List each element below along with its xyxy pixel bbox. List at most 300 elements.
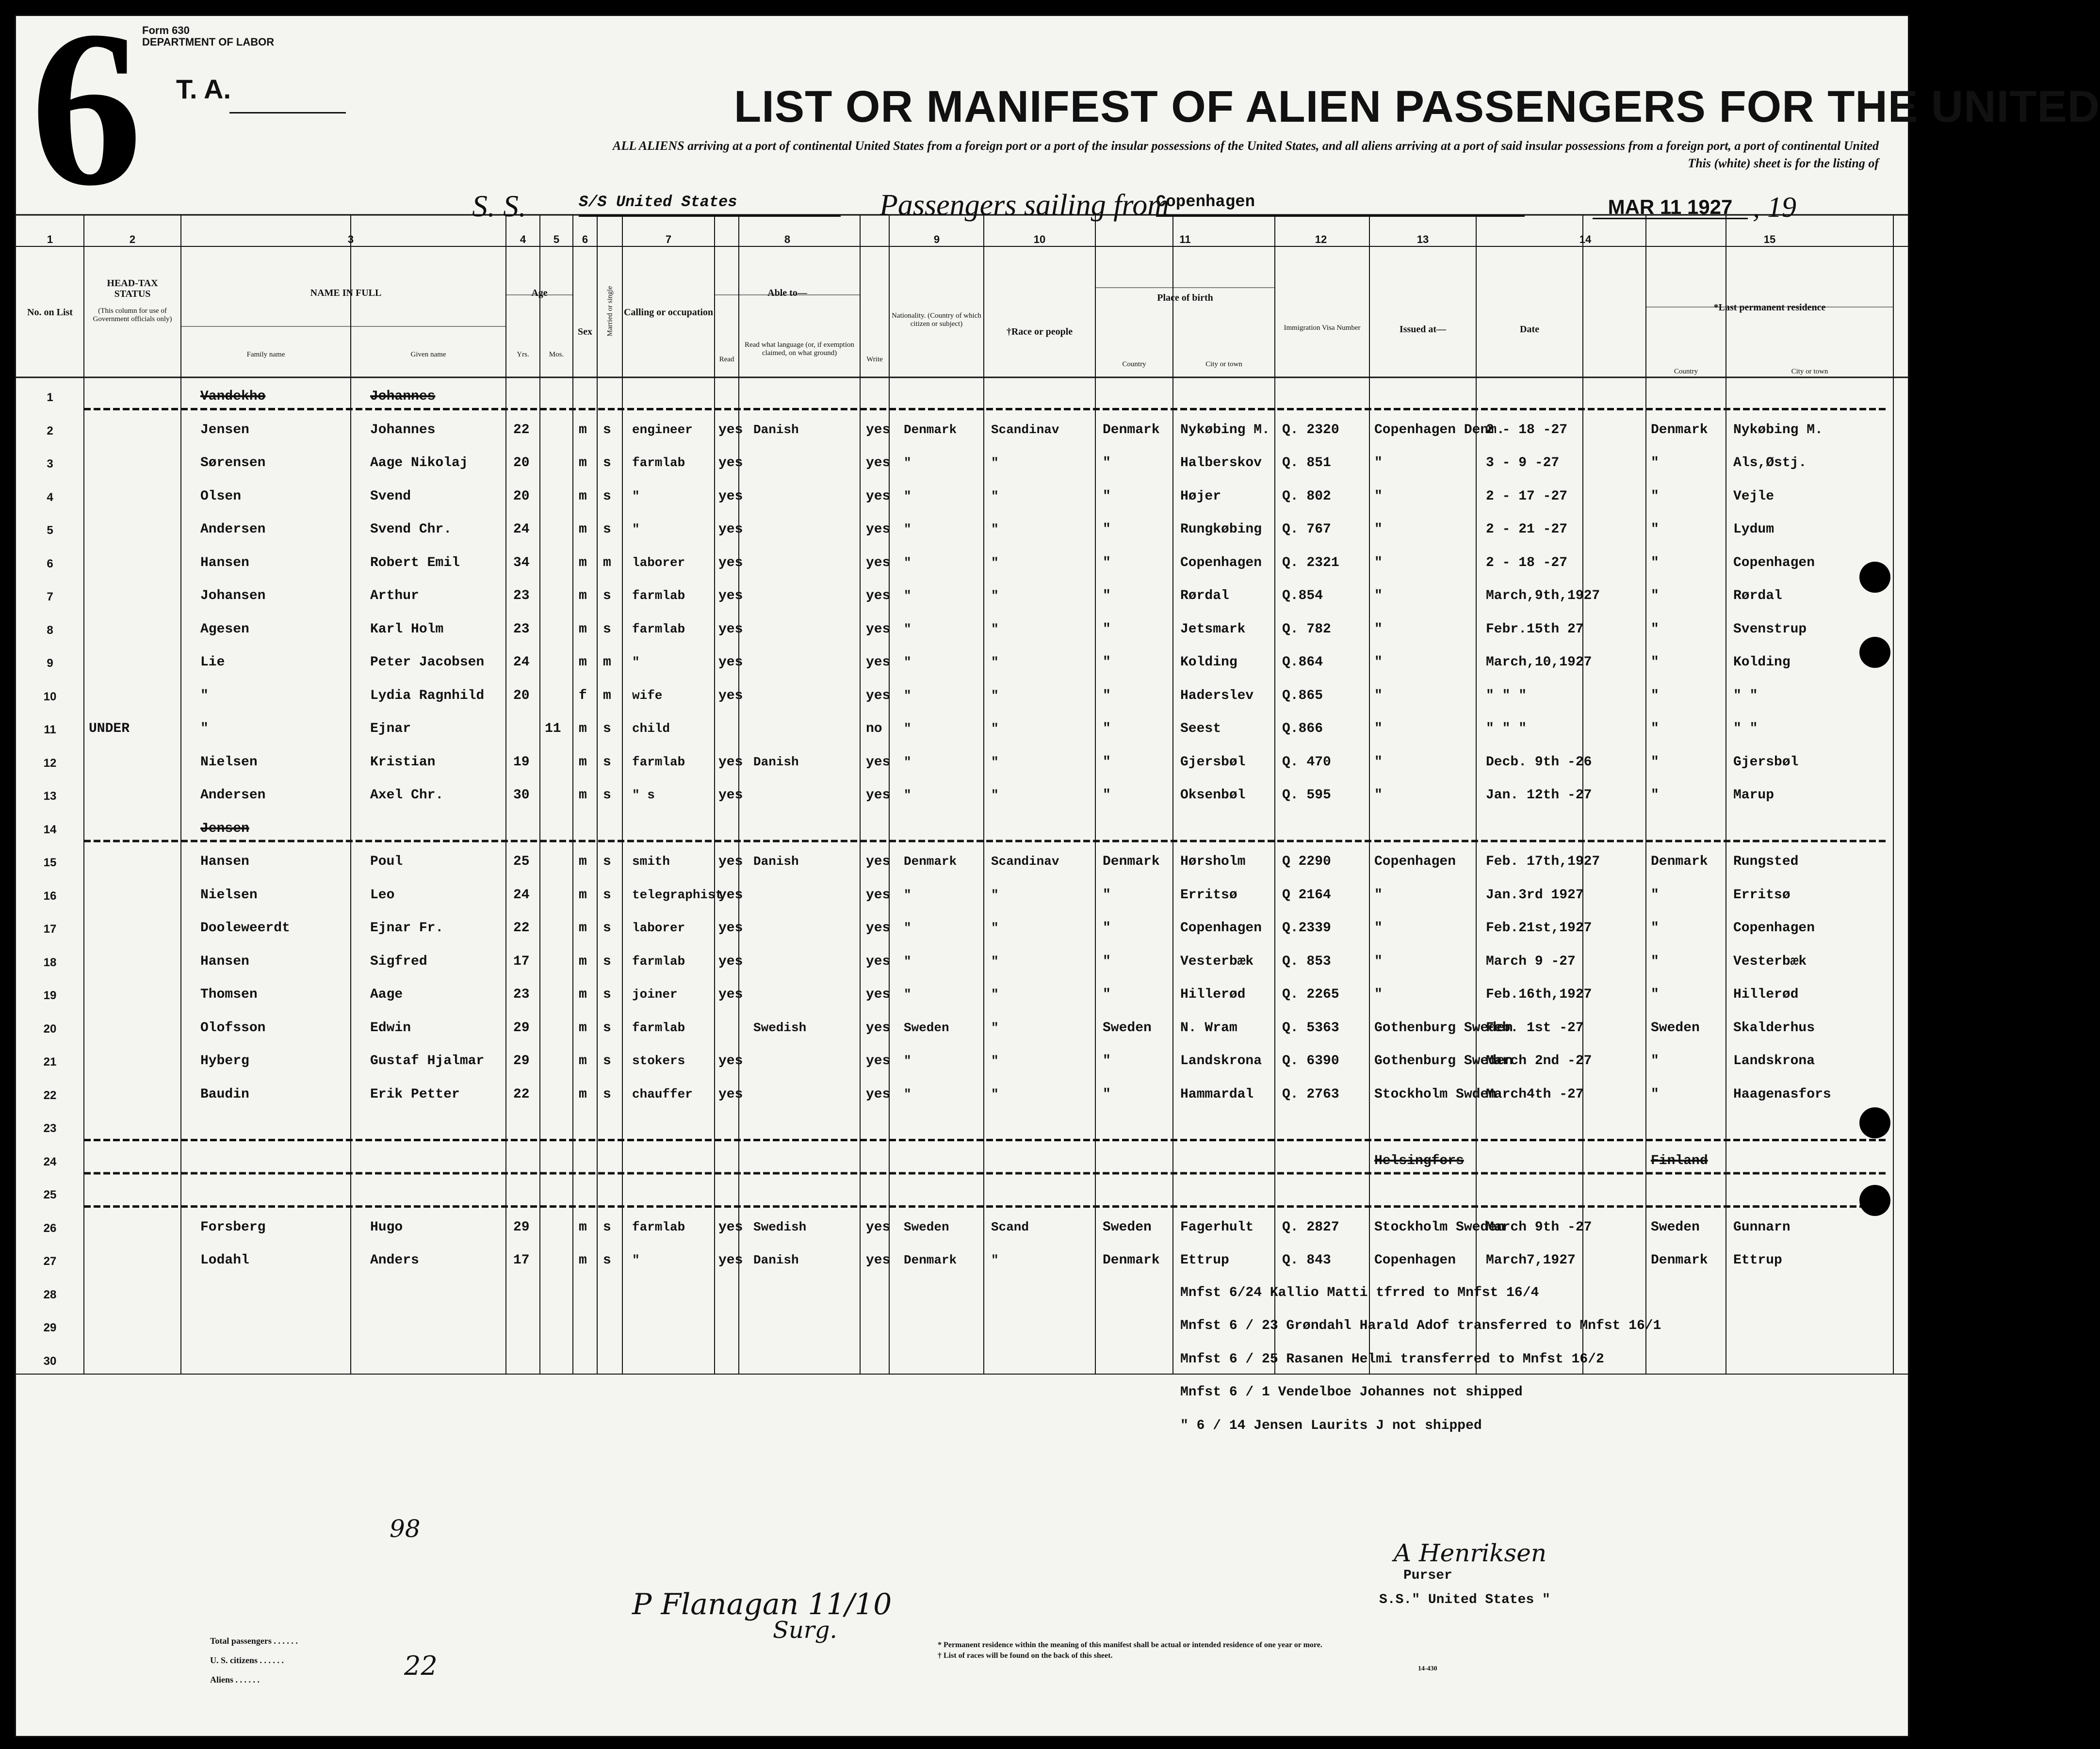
nationality: " — [904, 1086, 912, 1101]
residence-city: Copenhagen — [1733, 555, 1815, 570]
occupation: farmlab — [632, 1020, 685, 1035]
visa-issued-at: " — [1374, 954, 1383, 969]
birth-country: Denmark — [1103, 854, 1160, 869]
birth-country: " — [1103, 887, 1111, 903]
given-name: Ejnar — [370, 721, 411, 736]
birth-city: Halberskov — [1180, 455, 1262, 470]
table-row — [16, 1275, 1908, 1308]
header-sex: Sex — [578, 326, 592, 337]
visa-issued-at: " — [1374, 621, 1383, 637]
row-number: 5 — [47, 524, 53, 537]
table-row — [16, 842, 1908, 876]
row-number: 28 — [43, 1288, 57, 1301]
birth-country: Sweden — [1103, 1020, 1152, 1036]
can-write: yes — [866, 422, 891, 437]
given-name: Robert Emil — [370, 555, 460, 570]
age-years: 20 — [513, 455, 530, 470]
visa-issued-at: " — [1374, 921, 1383, 936]
visa-issued-at: " — [1374, 555, 1383, 570]
can-write: yes — [866, 987, 891, 1002]
manifest-sheet — [15, 0, 2100, 1737]
row-number: 13 — [43, 790, 57, 803]
sex: m — [579, 1086, 587, 1102]
birth-country: Sweden — [1103, 1219, 1152, 1235]
age-years: 24 — [513, 522, 530, 537]
visa-issued-at: Gothenburg Sweden — [1374, 1053, 1513, 1069]
birth-country: " — [1103, 655, 1111, 670]
read-language: Danish — [753, 1253, 799, 1267]
birth-city: Jetsmark — [1180, 621, 1246, 637]
race: " — [991, 1053, 999, 1068]
transfer-note: " 6 / 14 Jensen Laurits J not shipped — [1180, 1418, 1482, 1433]
family-name: Hansen — [200, 854, 249, 869]
family-name: Hansen — [200, 555, 249, 570]
race: " — [991, 954, 999, 969]
race: " — [991, 788, 999, 802]
marital-status: m — [603, 555, 611, 570]
marital-status: s — [603, 1253, 611, 1268]
row-number: 6 — [47, 557, 53, 570]
visa-date: Decb. 9th -26 — [1486, 754, 1592, 770]
can-write: yes — [866, 488, 891, 504]
row-number: 12 — [43, 756, 57, 770]
given-name: Gustaf Hjalmar — [370, 1053, 485, 1069]
visa-date: March 9 -27 — [1486, 954, 1576, 969]
table-row — [16, 710, 1908, 743]
residence-country: " — [1651, 688, 1659, 703]
marital-status: s — [603, 455, 611, 470]
occupation: " s — [632, 788, 655, 802]
header-res-country: Country — [1674, 368, 1698, 375]
row-number: 25 — [43, 1188, 57, 1201]
birth-city: N. Wram — [1180, 1020, 1237, 1036]
race: " — [991, 921, 999, 935]
visa-date: Feb. 1st -27 — [1486, 1020, 1584, 1036]
residence-country: " — [1651, 754, 1659, 770]
residence-country: " — [1651, 887, 1659, 903]
occupation: joiner — [632, 987, 678, 1002]
visa-number: Q. 470 — [1282, 754, 1331, 770]
age-years: 23 — [513, 588, 530, 603]
can-write: yes — [866, 522, 891, 537]
marital-status: s — [603, 621, 611, 637]
residence-country: " — [1651, 921, 1659, 936]
visa-number: Q. 853 — [1282, 954, 1331, 969]
port-field: Copenhagen — [1156, 193, 1525, 217]
sex: m — [579, 621, 587, 637]
visa-number: Q. 2763 — [1282, 1086, 1339, 1102]
can-write: yes — [866, 1253, 891, 1268]
visa-issued-at: " — [1374, 987, 1383, 1002]
marital-status: s — [603, 422, 611, 437]
nationality: " — [904, 954, 912, 969]
visa-date: 2 - 18 -27 — [1486, 555, 1568, 570]
column-number: 5 — [553, 233, 560, 245]
nationality: Denmark — [904, 1253, 957, 1267]
header-age: Age — [531, 288, 548, 298]
read-language: Danish — [753, 754, 799, 769]
birth-country: " — [1103, 688, 1111, 703]
sheet-number: 6 — [31, 0, 142, 232]
residence-country: " — [1651, 1053, 1659, 1069]
can-read: yes — [718, 754, 743, 770]
age-years: 19 — [513, 754, 530, 770]
birth-country: Denmark — [1103, 422, 1160, 437]
can-write: yes — [866, 887, 891, 903]
residence-city: Rungsted — [1733, 854, 1799, 869]
marital-status: s — [603, 788, 611, 803]
read-language: Danish — [753, 854, 799, 869]
residence-country: Finland — [1651, 1153, 1708, 1168]
purser-label: Purser — [1403, 1568, 1452, 1583]
residence-country: Denmark — [1651, 854, 1708, 869]
punch-hole — [1859, 562, 1890, 593]
total-passengers-label: Total passengers . . . . . . — [210, 1636, 298, 1646]
table-row — [16, 876, 1908, 909]
column-number: 7 — [665, 233, 672, 245]
age-years: 30 — [513, 788, 530, 803]
header-married: Married or single — [606, 286, 614, 337]
table-row — [16, 510, 1908, 544]
family-name: Baudin — [200, 1086, 249, 1102]
race: " — [991, 488, 999, 503]
birth-country: " — [1103, 555, 1111, 570]
sailing-from-label: Passengers sailing from — [879, 189, 1170, 222]
nationality: " — [904, 1053, 912, 1068]
visa-issued-at: " — [1374, 754, 1383, 770]
residence-city: Haagenasfors — [1733, 1086, 1831, 1102]
can-read: yes — [718, 688, 743, 703]
family-name: Andersen — [200, 788, 266, 803]
given-name: Aage — [370, 987, 403, 1002]
birth-city: Seest — [1180, 721, 1221, 736]
sex: m — [579, 488, 587, 504]
sex: m — [579, 887, 587, 903]
sex: m — [579, 1053, 587, 1069]
table-row — [16, 1175, 1908, 1208]
marital-status: s — [603, 1053, 611, 1069]
table-row — [16, 743, 1908, 777]
marital-status: s — [603, 854, 611, 869]
header-calling: Calling or occupation — [623, 307, 714, 318]
occupation: stokers — [632, 1053, 685, 1068]
nationality: " — [904, 555, 912, 570]
visa-issued-at: Copenhagen Denm. — [1374, 422, 1505, 437]
visa-number: Q. 851 — [1282, 455, 1331, 470]
punch-hole — [1859, 1185, 1890, 1216]
given-name: Anders — [370, 1253, 419, 1268]
row-number: 15 — [43, 856, 57, 869]
birth-country: " — [1103, 488, 1111, 504]
footnote-races: † List of races will be found on the back of this sheet. — [938, 1652, 1113, 1660]
occupation: wife — [632, 688, 663, 703]
nationality: Denmark — [904, 854, 957, 869]
residence-city: " " — [1733, 721, 1758, 736]
visa-number: Q.2339 — [1282, 921, 1331, 936]
family-name: Jensen — [200, 422, 249, 437]
race: Scand — [991, 1219, 1029, 1234]
table-row — [16, 1341, 1908, 1375]
can-write: yes — [866, 1053, 891, 1069]
birth-city: Hørsholm — [1180, 854, 1246, 869]
purser-signature: A Henriksen — [1394, 1539, 1547, 1567]
column-number: 15 — [1763, 233, 1776, 245]
table-row — [16, 643, 1908, 677]
header-place-of-birth: Place of birth — [1157, 292, 1213, 303]
residence-country: " — [1651, 455, 1659, 470]
header-read: Read — [719, 356, 734, 363]
residence-city: Lydum — [1733, 522, 1774, 537]
read-language: Swedish — [753, 1020, 807, 1035]
given-name: Svend — [370, 488, 411, 504]
visa-date: March7,1927 — [1486, 1253, 1576, 1268]
table-row — [16, 1142, 1908, 1175]
can-write: yes — [866, 754, 891, 770]
race: " — [991, 655, 999, 669]
race: " — [991, 1086, 999, 1101]
read-language: Swedish — [753, 1219, 807, 1234]
can-read: yes — [718, 921, 743, 936]
column-number: 9 — [933, 233, 940, 245]
given-name: Svend Chr. — [370, 522, 452, 537]
visa-number: Q 2164 — [1282, 887, 1331, 903]
age-years: 22 — [513, 1086, 530, 1102]
nationality: " — [904, 655, 912, 669]
nationality: Sweden — [904, 1219, 949, 1234]
birth-city: Rungkøbing — [1180, 522, 1262, 537]
visa-number: Q. 5363 — [1282, 1020, 1339, 1036]
header-issued-at: Issued at— — [1399, 324, 1447, 335]
occupation: farmlab — [632, 455, 685, 470]
nationality: " — [904, 887, 912, 902]
birth-city: Hammardal — [1180, 1086, 1254, 1102]
header-no-on-list: No. on List — [27, 307, 73, 318]
sex: m — [579, 555, 587, 570]
sex: m — [579, 1253, 587, 1268]
visa-date: " " " — [1486, 721, 1527, 736]
family-name: Vandekho — [200, 389, 266, 404]
can-read: yes — [718, 621, 743, 637]
age-years: 29 — [513, 1020, 530, 1036]
family-name: Hyberg — [200, 1053, 249, 1069]
occupation: " — [632, 655, 640, 669]
race: Scandinav — [991, 422, 1059, 437]
sex: m — [579, 522, 587, 537]
visa-issued-at: " — [1374, 788, 1383, 803]
can-read: yes — [718, 588, 743, 603]
can-write: yes — [866, 1219, 891, 1235]
birth-country: " — [1103, 721, 1111, 736]
residence-country: " — [1651, 987, 1659, 1002]
can-write: no — [866, 721, 882, 736]
form-department: Form 630 DEPARTMENT OF LABOR — [142, 24, 275, 49]
birth-city: Copenhagen — [1180, 555, 1262, 570]
birth-country: " — [1103, 1053, 1111, 1069]
visa-issued-at: Helsingfors — [1374, 1153, 1464, 1168]
occupation: chauffer — [632, 1086, 693, 1101]
visa-number: Q. 802 — [1282, 488, 1331, 504]
visa-issued-at: " — [1374, 455, 1383, 470]
sex: m — [579, 588, 587, 603]
column-number: 13 — [1416, 233, 1429, 245]
residence-country: " — [1651, 621, 1659, 637]
visa-number: Q. 2827 — [1282, 1219, 1339, 1235]
sex: m — [579, 1020, 587, 1036]
ta-line — [229, 112, 346, 113]
table-row — [16, 1208, 1908, 1242]
sex: f — [579, 688, 587, 703]
residence-country: " — [1651, 488, 1659, 504]
visa-issued-at: " — [1374, 688, 1383, 703]
race: " — [991, 1020, 999, 1035]
marital-status: m — [603, 655, 611, 670]
age-years: 22 — [513, 422, 530, 437]
column-number: 14 — [1579, 233, 1592, 245]
visa-issued-at: " — [1374, 522, 1383, 537]
age-years: 24 — [513, 887, 530, 903]
can-write: yes — [866, 455, 891, 470]
punch-hole — [1859, 637, 1890, 668]
transfer-note: Mnfst 6 / 25 Rasanen Helmi transferred to Mnfst 16/2 — [1180, 1351, 1604, 1367]
residence-city: Hillerød — [1733, 987, 1799, 1002]
family-name: Hansen — [200, 954, 249, 969]
age-years: 17 — [513, 1253, 530, 1268]
header-city: City or town — [1205, 360, 1242, 368]
row-number: 30 — [43, 1354, 57, 1368]
family-name: Jensen — [200, 821, 249, 836]
birth-country: " — [1103, 921, 1111, 936]
birth-country: " — [1103, 522, 1111, 537]
can-write: yes — [866, 1020, 891, 1036]
table-row — [16, 610, 1908, 644]
given-name: Hugo — [370, 1219, 403, 1235]
visa-issued-at: " — [1374, 588, 1383, 603]
header-name-in-full: NAME IN FULL — [310, 288, 382, 298]
race: " — [991, 455, 999, 470]
row-number: 1 — [47, 391, 53, 404]
birth-country: " — [1103, 788, 1111, 803]
marital-status: s — [603, 588, 611, 603]
visa-issued-at: Copenhagen — [1374, 854, 1456, 869]
visa-number: Q 2290 — [1282, 854, 1331, 869]
age-years: 17 — [513, 954, 530, 969]
row-number: 16 — [43, 889, 57, 903]
row-number: 10 — [43, 690, 57, 703]
handwritten-signature-official: P Flanagan 11/10 — [632, 1587, 892, 1621]
table-row — [16, 377, 1908, 411]
given-name: Johannes — [370, 422, 436, 437]
nationality: " — [904, 754, 912, 769]
row-number: 21 — [43, 1055, 57, 1069]
occupation: " — [632, 1253, 640, 1267]
birth-country: " — [1103, 754, 1111, 770]
nationality: " — [904, 522, 912, 536]
birth-city: Copenhagen — [1180, 921, 1262, 936]
can-read: yes — [718, 522, 743, 537]
family-name: Agesen — [200, 621, 249, 637]
table-row — [16, 1042, 1908, 1075]
residence-city: Landskrona — [1733, 1053, 1815, 1069]
header-residence: *Last permanent residence — [1713, 302, 1826, 313]
ship-name-field: S/S United States — [579, 193, 841, 217]
marital-status: s — [603, 488, 611, 504]
header-family-name: Family name — [246, 351, 285, 358]
can-read: yes — [718, 987, 743, 1002]
occupation: telegraphist — [632, 887, 723, 902]
residence-city: Copenhagen — [1733, 921, 1815, 936]
handwritten-98: 98 — [390, 1515, 421, 1543]
visa-issued-at: " — [1374, 721, 1383, 736]
can-write: yes — [866, 588, 891, 603]
race: " — [991, 887, 999, 902]
birth-country: " — [1103, 1086, 1111, 1102]
visa-date: 2 - 17 -27 — [1486, 488, 1568, 504]
race: " — [991, 555, 999, 570]
visa-date: March,10,1927 — [1486, 655, 1592, 670]
can-read: yes — [718, 1253, 743, 1268]
residence-city: Ettrup — [1733, 1253, 1782, 1268]
age-years: 29 — [513, 1219, 530, 1235]
marital-status: s — [603, 1219, 611, 1235]
nationality: " — [904, 488, 912, 503]
table-row — [16, 444, 1908, 477]
visa-number: Q. 767 — [1282, 522, 1331, 537]
header-able-to: Able to— — [767, 288, 807, 298]
nationality: " — [904, 688, 912, 703]
visa-number: Q.866 — [1282, 721, 1323, 736]
row-number: 19 — [43, 989, 57, 1002]
residence-city: Erritsø — [1733, 887, 1791, 903]
visa-number: Q.864 — [1282, 655, 1323, 670]
sex: m — [579, 854, 587, 869]
birth-city: Højer — [1180, 488, 1221, 504]
visa-number: Q. 782 — [1282, 621, 1331, 637]
race: " — [991, 1253, 999, 1267]
marital-status: s — [603, 921, 611, 936]
given-name: Ejnar Fr. — [370, 921, 444, 936]
row-number: 14 — [43, 823, 57, 836]
table-row — [16, 942, 1908, 976]
column-number: 3 — [347, 233, 354, 245]
can-write: yes — [866, 788, 891, 803]
birth-city: Oksenbøl — [1180, 788, 1246, 803]
year-suffix: , 19 — [1753, 191, 1796, 223]
nationality: " — [904, 621, 912, 636]
birth-city: Nykøbing M. — [1180, 422, 1270, 437]
occupation: smith — [632, 854, 670, 869]
visa-issued-at: Copenhagen — [1374, 1253, 1456, 1268]
nationality: " — [904, 921, 912, 935]
visa-date: March 2nd -27 — [1486, 1053, 1592, 1069]
can-write: yes — [866, 621, 891, 637]
birth-country: " — [1103, 455, 1111, 470]
marital-status: s — [603, 522, 611, 537]
residence-city: Skalderhus — [1733, 1020, 1815, 1036]
race: Scandinav — [991, 854, 1059, 869]
birth-city: Erritsø — [1180, 887, 1237, 903]
sex: m — [579, 788, 587, 803]
visa-date: March,9th,1927 — [1486, 588, 1600, 603]
given-name: Aage Nikolaj — [370, 455, 468, 470]
nationality: " — [904, 721, 912, 736]
nationality: " — [904, 987, 912, 1002]
residence-city: Vejle — [1733, 488, 1774, 504]
age-months: 11 — [545, 721, 561, 736]
nationality: " — [904, 455, 912, 470]
footnote-residence: * Permanent residence within the meaning of this manifest shall be actual or intended residence of one year or more. — [938, 1641, 1322, 1649]
residence-city: Kolding — [1733, 655, 1791, 670]
sex: m — [579, 455, 587, 470]
